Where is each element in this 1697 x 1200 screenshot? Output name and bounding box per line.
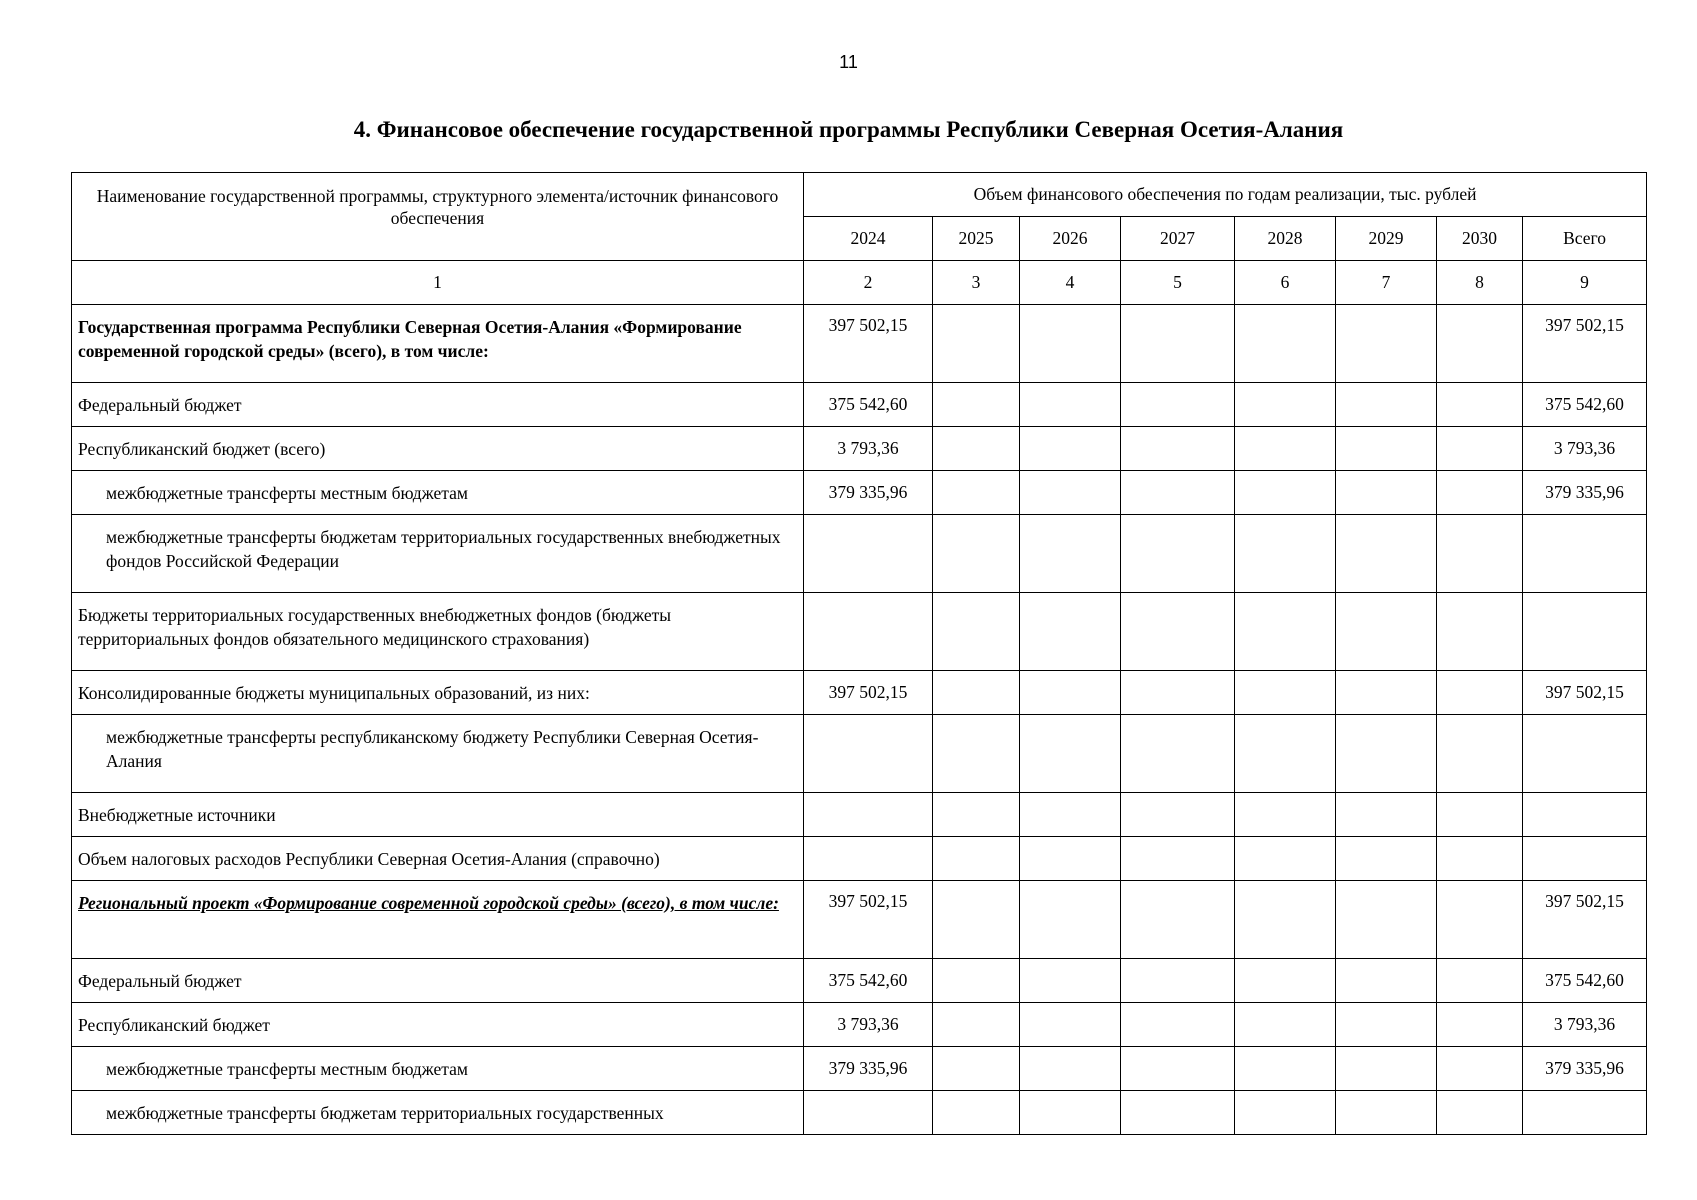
table-row	[72, 793, 1647, 837]
value-empty-cell	[1336, 1047, 1437, 1091]
value-empty-cell	[1235, 1003, 1336, 1047]
value-total-cell	[1523, 515, 1647, 593]
value-empty-cell	[933, 1047, 1020, 1091]
column-number: 3	[933, 261, 1020, 305]
value-empty-cell	[1437, 593, 1523, 671]
value-empty-cell	[1121, 793, 1235, 837]
value-empty-cell	[1336, 671, 1437, 715]
value-empty-cell	[1437, 427, 1523, 471]
value-empty-cell	[1336, 837, 1437, 881]
value-empty-cell	[1121, 959, 1235, 1003]
value-2024-cell: 3 793,36	[804, 1003, 933, 1047]
value-total-cell: 397 502,15	[1523, 881, 1647, 959]
row-name-cell: Республиканский бюджет	[72, 1003, 804, 1047]
value-empty-cell	[1020, 837, 1121, 881]
value-empty-cell	[1437, 837, 1523, 881]
table-row	[72, 593, 1647, 671]
value-2024-cell: 397 502,15	[804, 671, 933, 715]
row-name-cell: Республиканский бюджет (всего)	[72, 427, 804, 471]
value-empty-cell	[1235, 471, 1336, 515]
value-empty-cell	[1235, 515, 1336, 593]
value-empty-cell	[1336, 793, 1437, 837]
row-name-cell: Объем налоговых расходов Республики Северная Осетия-Алания (справочно)	[72, 837, 804, 881]
value-empty-cell	[1235, 1091, 1336, 1135]
value-empty-cell	[1336, 305, 1437, 383]
value-empty-cell	[1121, 383, 1235, 427]
table-row	[72, 715, 1647, 793]
value-empty-cell	[1020, 1003, 1121, 1047]
value-empty-cell	[1235, 671, 1336, 715]
column-number: 1	[72, 261, 804, 305]
column-number: 8	[1437, 261, 1523, 305]
value-empty-cell	[1336, 515, 1437, 593]
header-year-2030: 2030	[1437, 217, 1523, 261]
value-empty-cell	[933, 471, 1020, 515]
column-number: 4	[1020, 261, 1121, 305]
column-number: 2	[804, 261, 933, 305]
value-empty-cell	[1437, 383, 1523, 427]
value-empty-cell	[1020, 471, 1121, 515]
value-total-cell: 397 502,15	[1523, 671, 1647, 715]
value-empty-cell	[1437, 515, 1523, 593]
value-total-cell: 3 793,36	[1523, 1003, 1647, 1047]
table-row	[72, 1003, 1647, 1047]
table-row	[72, 959, 1647, 1003]
value-empty-cell	[1336, 427, 1437, 471]
header-year-2027: 2027	[1121, 217, 1235, 261]
value-empty-cell	[1121, 837, 1235, 881]
column-number: 6	[1235, 261, 1336, 305]
value-empty-cell	[1336, 471, 1437, 515]
page-number: 11	[839, 52, 858, 72]
value-empty-cell	[1437, 1091, 1523, 1135]
value-empty-cell	[1437, 881, 1523, 959]
value-empty-cell	[933, 1003, 1020, 1047]
value-empty-cell	[1121, 881, 1235, 959]
header-year-2024: 2024	[804, 217, 933, 261]
value-empty-cell	[1020, 715, 1121, 793]
table-row	[72, 837, 1647, 881]
value-empty-cell	[1437, 471, 1523, 515]
table-row	[72, 471, 1647, 515]
value-empty-cell	[1121, 427, 1235, 471]
value-total-cell: 379 335,96	[1523, 471, 1647, 515]
value-empty-cell	[1121, 1091, 1235, 1135]
value-2024-cell	[804, 593, 933, 671]
row-name-cell: межбюджетные трансферты бюджетам территориальных государственных внебюджетных фондов Российской Федерации	[72, 515, 804, 593]
value-empty-cell	[1235, 793, 1336, 837]
value-empty-cell	[1235, 383, 1336, 427]
value-empty-cell	[1437, 715, 1523, 793]
table-row	[72, 383, 1647, 427]
row-name-cell: Федеральный бюджет	[72, 959, 804, 1003]
value-empty-cell	[1121, 593, 1235, 671]
value-total-cell: 397 502,15	[1523, 305, 1647, 383]
value-total-cell	[1523, 1091, 1647, 1135]
table-row	[72, 1091, 1647, 1135]
value-2024-cell	[804, 793, 933, 837]
row-name-cell: Внебюджетные источники	[72, 793, 804, 837]
value-empty-cell	[933, 671, 1020, 715]
value-empty-cell	[933, 305, 1020, 383]
value-empty-cell	[933, 1091, 1020, 1135]
value-empty-cell	[1235, 959, 1336, 1003]
value-empty-cell	[1235, 305, 1336, 383]
value-empty-cell	[1020, 1047, 1121, 1091]
header-volume-cell: Объем финансового обеспечения по годам реализации, тыс. рублей	[804, 173, 1647, 217]
value-empty-cell	[1336, 383, 1437, 427]
value-total-cell	[1523, 837, 1647, 881]
value-empty-cell	[1020, 793, 1121, 837]
value-2024-cell: 397 502,15	[804, 305, 933, 383]
value-empty-cell	[1020, 1091, 1121, 1135]
value-empty-cell	[1020, 383, 1121, 427]
value-empty-cell	[1437, 1047, 1523, 1091]
value-empty-cell	[1336, 715, 1437, 793]
value-empty-cell	[1121, 715, 1235, 793]
row-name-cell: Государственная программа Республики Северная Осетия-Алания «Формирование современной городской среды» (всего), в том числе:	[72, 305, 804, 383]
table-row	[72, 671, 1647, 715]
value-2024-cell: 375 542,60	[804, 383, 933, 427]
header-year-2026: 2026	[1020, 217, 1121, 261]
value-empty-cell	[1437, 671, 1523, 715]
value-2024-cell: 379 335,96	[804, 1047, 933, 1091]
value-empty-cell	[1121, 671, 1235, 715]
row-name-cell: межбюджетные трансферты местным бюджетам	[72, 1047, 804, 1091]
value-2024-cell: 375 542,60	[804, 959, 933, 1003]
value-empty-cell	[1437, 305, 1523, 383]
value-2024-cell	[804, 515, 933, 593]
value-2024-cell	[804, 837, 933, 881]
value-empty-cell	[1020, 593, 1121, 671]
table-row	[72, 515, 1647, 593]
value-empty-cell	[1020, 515, 1121, 593]
value-empty-cell	[1121, 515, 1235, 593]
value-empty-cell	[1336, 1091, 1437, 1135]
value-empty-cell	[933, 881, 1020, 959]
table-row	[72, 1047, 1647, 1091]
value-total-cell: 375 542,60	[1523, 959, 1647, 1003]
value-empty-cell	[1020, 305, 1121, 383]
header-total: Всего	[1523, 217, 1647, 261]
row-name-cell: межбюджетные трансферты республиканскому бюджету Республики Северная Осетия-Алания	[72, 715, 804, 793]
value-empty-cell	[1235, 1047, 1336, 1091]
value-empty-cell	[1235, 881, 1336, 959]
value-total-cell: 375 542,60	[1523, 383, 1647, 427]
value-total-cell: 3 793,36	[1523, 427, 1647, 471]
value-empty-cell	[933, 427, 1020, 471]
value-empty-cell	[1437, 959, 1523, 1003]
value-empty-cell	[1336, 1003, 1437, 1047]
value-empty-cell	[1336, 593, 1437, 671]
value-2024-cell: 3 793,36	[804, 427, 933, 471]
value-empty-cell	[1235, 427, 1336, 471]
row-name-cell: Бюджеты территориальных государственных внебюджетных фондов (бюджеты территориальных фондов обязательного медицинского страхования)	[72, 593, 804, 671]
table-row	[72, 305, 1647, 383]
value-empty-cell	[933, 715, 1020, 793]
column-number: 5	[1121, 261, 1235, 305]
header-year-2025: 2025	[933, 217, 1020, 261]
page-title: 4. Финансовое обеспечение государственной программы Республики Северная Осетия-Алания	[353, 117, 1344, 142]
column-number: 9	[1523, 261, 1647, 305]
value-empty-cell	[1235, 837, 1336, 881]
value-empty-cell	[933, 383, 1020, 427]
value-empty-cell	[1235, 715, 1336, 793]
table-row	[72, 427, 1647, 471]
value-empty-cell	[1020, 427, 1121, 471]
value-empty-cell	[933, 793, 1020, 837]
value-empty-cell	[1121, 471, 1235, 515]
value-empty-cell	[1121, 1047, 1235, 1091]
table-row	[72, 881, 1647, 959]
value-empty-cell	[1020, 671, 1121, 715]
value-empty-cell	[1336, 881, 1437, 959]
value-total-cell	[1523, 715, 1647, 793]
value-empty-cell	[1121, 305, 1235, 383]
value-empty-cell	[1020, 881, 1121, 959]
row-name-cell: Федеральный бюджет	[72, 383, 804, 427]
value-empty-cell	[1336, 959, 1437, 1003]
value-empty-cell	[1121, 1003, 1235, 1047]
value-empty-cell	[1437, 793, 1523, 837]
header-year-2028: 2028	[1235, 217, 1336, 261]
value-empty-cell	[1020, 959, 1121, 1003]
value-empty-cell	[933, 837, 1020, 881]
value-empty-cell	[933, 593, 1020, 671]
value-2024-cell	[804, 1091, 933, 1135]
value-2024-cell: 379 335,96	[804, 471, 933, 515]
value-empty-cell	[933, 959, 1020, 1003]
value-2024-cell: 397 502,15	[804, 881, 933, 959]
column-number: 7	[1336, 261, 1437, 305]
value-2024-cell	[804, 715, 933, 793]
value-empty-cell	[933, 515, 1020, 593]
header-name-cell: Наименование государственной программы, структурного элемента/источник финансового обеспечения	[72, 173, 804, 261]
value-total-cell	[1523, 593, 1647, 671]
value-empty-cell	[1437, 1003, 1523, 1047]
row-name-cell: межбюджетные трансферты местным бюджетам	[72, 471, 804, 515]
financing-table	[71, 172, 1647, 1135]
value-empty-cell	[1235, 593, 1336, 671]
value-total-cell: 379 335,96	[1523, 1047, 1647, 1091]
table-body	[72, 305, 1647, 1135]
header-year-2029: 2029	[1336, 217, 1437, 261]
row-name-cell: Региональный проект «Формирование современной городской среды» (всего), в том числе:	[72, 881, 804, 959]
row-name-cell: Консолидированные бюджеты муниципальных образований, из них:	[72, 671, 804, 715]
row-name-cell: межбюджетные трансферты бюджетам территориальных государственных	[72, 1091, 804, 1135]
value-total-cell	[1523, 793, 1647, 837]
